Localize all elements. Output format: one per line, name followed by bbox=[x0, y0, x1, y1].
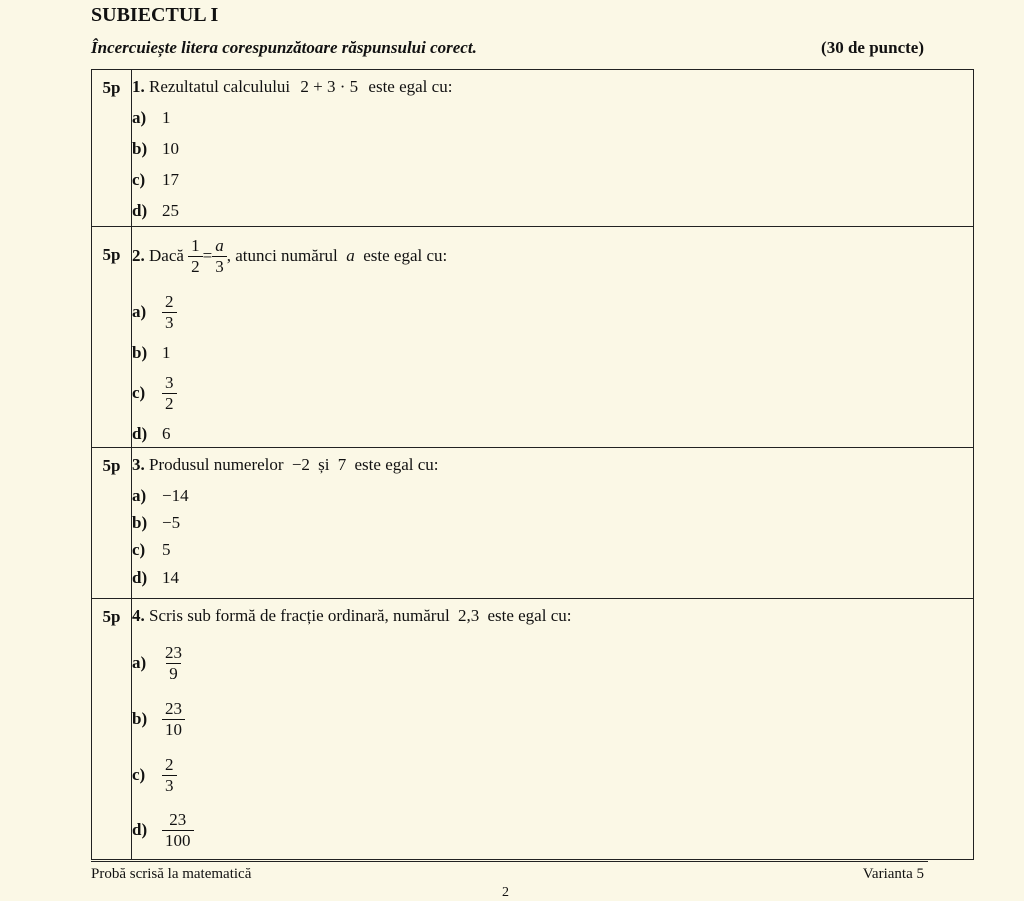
questions-table bbox=[91, 69, 974, 860]
question-points: 5p bbox=[92, 599, 132, 860]
question-1 bbox=[92, 70, 974, 227]
instruction: Încercuiește litera corespunzătoare răspunsului corect. bbox=[91, 38, 477, 57]
option-d[interactable]: d) 14 bbox=[132, 568, 179, 587]
question-4 bbox=[92, 599, 974, 860]
option-a[interactable]: a) $\frac{2}{3}$ bbox=[132, 283, 973, 341]
option-b[interactable]: b) $\frac{23}{10}$ bbox=[132, 691, 973, 747]
question-text: 4. Scris sub formă de fracție ordinară, numărul 2,3 este egal cu: bbox=[132, 606, 572, 625]
question-points: 5p bbox=[92, 448, 132, 599]
option-d[interactable]: d) 25 bbox=[132, 200, 179, 220]
question-points: 5p bbox=[92, 70, 132, 227]
footer-variant: Varianta 5 bbox=[862, 866, 924, 882]
fraction: $\frac{a}{3}$ bbox=[212, 236, 227, 277]
question-body bbox=[132, 599, 974, 860]
footer-exam-name: Probă scrisă la matematică bbox=[91, 866, 252, 882]
option-c[interactable]: c) 5 bbox=[132, 540, 171, 559]
page-number: 2 bbox=[502, 885, 509, 900]
option-b[interactable]: b) 10 bbox=[132, 138, 179, 158]
question-body bbox=[132, 227, 974, 448]
fraction: $\frac{1}{2}$ bbox=[188, 236, 203, 277]
option-c[interactable]: c) $\frac{2}{3}$ bbox=[132, 747, 973, 803]
question-body bbox=[132, 70, 974, 227]
question-body bbox=[132, 448, 974, 599]
option-d[interactable]: d) 6 bbox=[132, 424, 171, 443]
total-points: (30 de puncte) bbox=[821, 38, 924, 57]
option-d[interactable]: d) $\frac{23}{100}$ bbox=[132, 803, 973, 857]
footer-divider bbox=[91, 861, 928, 862]
option-b[interactable]: b) −5 bbox=[132, 513, 181, 532]
question-2 bbox=[92, 227, 974, 448]
section-title: SUBIECTUL I bbox=[91, 4, 219, 26]
option-a[interactable]: a) 1 bbox=[132, 107, 171, 127]
question-text: 3. Produsul numerelor −2 și 7 este egal cu: bbox=[132, 455, 439, 474]
option-c[interactable]: c) $\frac{3}{2}$ bbox=[132, 365, 973, 421]
question-3 bbox=[92, 448, 974, 599]
question-text: 2. Dacă $\frac{1}{2}$ = $\frac{a}{3}$ , atunci numărul a este egal cu: bbox=[132, 235, 448, 276]
question-points: 5p bbox=[92, 227, 132, 448]
option-a[interactable]: a) −14 bbox=[132, 486, 189, 505]
question-text: 1. Rezultatul calculului 2 + 3 · 5 este egal cu: bbox=[132, 77, 453, 96]
option-c[interactable]: c) 17 bbox=[132, 169, 179, 189]
option-b[interactable]: b) 1 bbox=[132, 343, 171, 362]
option-a[interactable]: a) $\frac{23}{9}$ bbox=[132, 642, 182, 683]
